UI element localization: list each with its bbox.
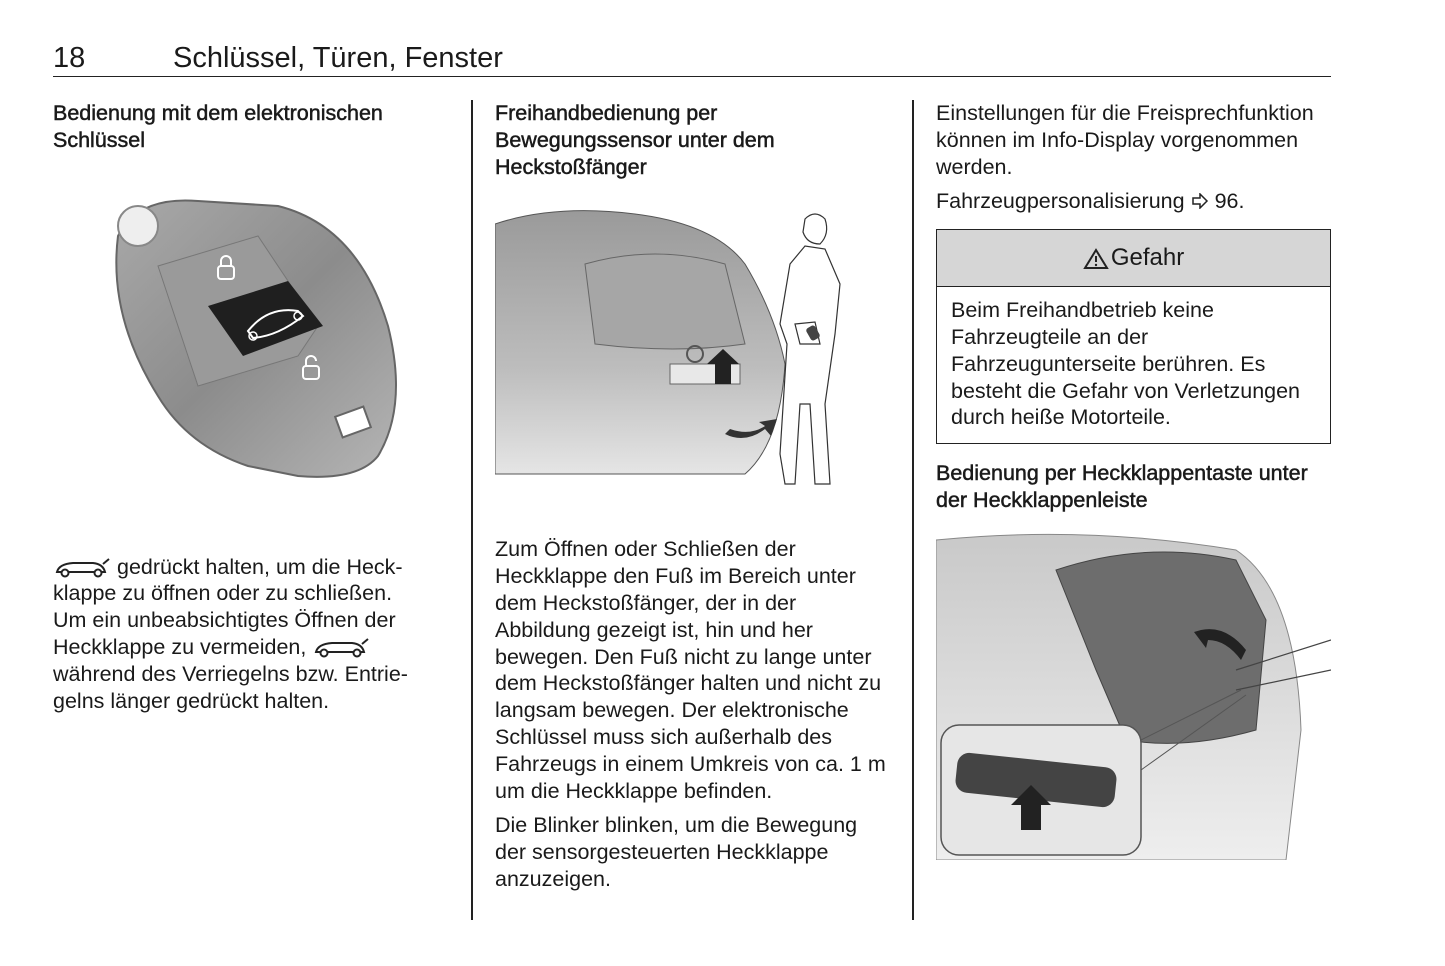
key-fob-figure	[53, 186, 453, 516]
tailgate-button-figure	[936, 530, 1331, 860]
column-1	[53, 100, 453, 722]
column-2	[495, 100, 895, 901]
section-heading: Bedienung per Heckklappentaste unter der Heckklappenleiste	[936, 461, 1308, 512]
key-fob-illustration	[98, 186, 418, 486]
cross-reference: Fahrzeugpersonalisierung 96.	[936, 189, 1245, 214]
page-header	[53, 40, 1331, 77]
tailgate-button-illustration	[936, 530, 1331, 860]
foot-sensor-instructions: Zum Öffnen oder Schließen der Heckklappe den Fuß im Bereich unter dem Heckstoßfänger, der in der Abbildung gezeigt ist, hin und her bewegen. Den Fuß nicht zu lange unter dem Heckstoßfänger halten und nicht zu langsam bewegen. Der elektronische Schlüssel muss sich außerhalb des Fahrzeugs in einem Umkreis von ca. 1 m um die Heckklappe befinden.	[495, 537, 886, 803]
warning-text: Beim Freihandbetrieb keine Fahrzeugteile an der Fahrzeugunterseite berühren. Es besteht die Gefahr von Verletzungen durch heiße Motorteile.	[951, 298, 1301, 430]
column-divider	[912, 100, 914, 920]
arrow-right-icon	[1191, 193, 1209, 209]
danger-warning-box	[936, 229, 1331, 444]
key-fob-instructions: gedrückt halten, um die Heck- klappe zu öffnen oder zu schließen. Um ein unbeabsichtigtes Öffnen der Heckklappe zu vermeiden, während des Verriegelns bzw. Entrie- gelns länger gedrückt halten.	[53, 554, 408, 713]
blinker-note: Die Blinker blinken, um die Bewegung der sensorgesteuerten Heckklappe anzuzeigen.	[495, 813, 858, 891]
car-rear-with-person-foot-sensor-illustration	[495, 204, 865, 504]
column-divider	[471, 100, 473, 920]
column-3	[936, 100, 1331, 860]
foot-sensor-figure	[495, 204, 895, 504]
cross-reference-page[interactable]: 96.	[1214, 189, 1245, 214]
page-number: 18	[53, 42, 86, 74]
chapter-title: Schlüssel, Türen, Fenster	[173, 42, 503, 74]
section-heading: Bedienung mit dem elektronischen Schlüssel	[53, 101, 383, 152]
tailgate-icon	[312, 638, 370, 658]
warning-header	[937, 230, 1330, 287]
warning-title: Gefahr	[1110, 244, 1185, 272]
settings-note: Einstellungen für die Freisprechfunktion können im Info-Display vorgenommen werden.	[936, 101, 1314, 179]
warning-triangle-icon	[1083, 248, 1109, 270]
tailgate-icon	[53, 558, 111, 578]
section-heading: Freihandbedienung per Bewegungssensor unter dem Heckstoßfänger	[495, 101, 775, 179]
